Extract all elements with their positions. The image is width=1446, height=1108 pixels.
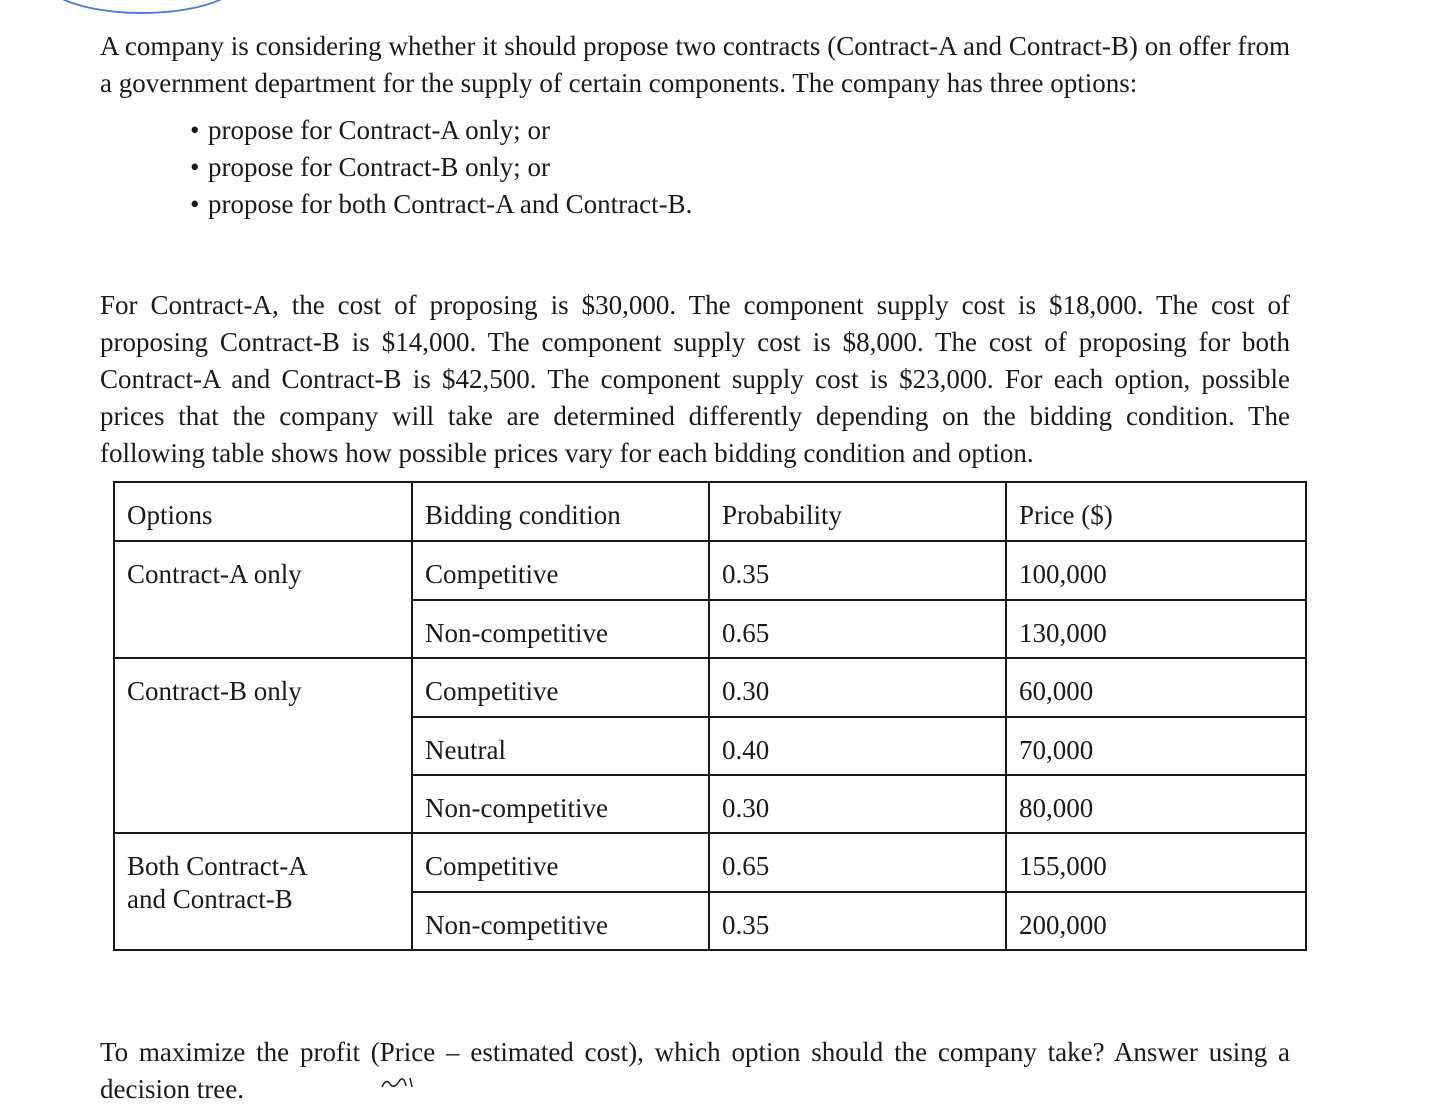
condition-cell: Non-competitive xyxy=(412,892,709,950)
table-header-row xyxy=(114,482,1306,541)
probability-cell: 0.40 xyxy=(709,717,1006,775)
bullet-item: • propose for both Contract-A and Contract-B. xyxy=(190,186,692,223)
header-options: Options xyxy=(114,482,412,541)
condition-cell: Non-competitive xyxy=(412,775,709,833)
condition-cell: Competitive xyxy=(412,833,709,892)
price-cell: 130,000 xyxy=(1006,600,1306,658)
question-paragraph: To maximize the profit (Price – estimated cost), which option should the company take? Answer using a decision tree. xyxy=(100,1037,1290,1104)
probability-cell: 0.35 xyxy=(709,541,1006,600)
header-price: Price ($) xyxy=(1006,482,1306,541)
condition-cell: Non-competitive xyxy=(412,600,709,658)
probability-cell: 0.65 xyxy=(709,600,1006,658)
option-cell-line: Both Contract-A xyxy=(127,851,308,881)
price-cell: 155,000 xyxy=(1006,833,1306,892)
probability-cell: 0.30 xyxy=(709,775,1006,833)
option-cell xyxy=(114,833,412,950)
table-row xyxy=(114,541,1306,600)
price-cell: 60,000 xyxy=(1006,658,1306,717)
option-cell-line: and Contract-B xyxy=(127,884,293,914)
header-probability: Probability xyxy=(709,482,1006,541)
condition-cell: Neutral xyxy=(412,717,709,775)
option-cell: Contract-B only xyxy=(114,658,412,833)
header-bidding-condition: Bidding condition xyxy=(412,482,709,541)
bullet-item: • propose for Contract-B only; or xyxy=(190,149,692,186)
options-bullet-list xyxy=(190,112,692,223)
bullet-item: • propose for Contract-A only; or xyxy=(190,112,692,149)
price-cell: 100,000 xyxy=(1006,541,1306,600)
handwritten-circle-annotation xyxy=(40,0,244,14)
price-cell: 70,000 xyxy=(1006,717,1306,775)
costs-paragraph: For Contract-A, the cost of proposing is $30,000. The component supply cost is $18,000. The cost of proposing Contract-B is $14,000. The component supply cost is $8,000. The cost of proposing for both Contract-A and Contract-B is $42,500. The component supply cost is $23,000. For each option, possible prices that the company will take are determined differently depending on the bidding condition. The following table shows how possible prices vary for each bidding condition and option. xyxy=(100,290,1290,468)
option-cell: Contract-A only xyxy=(114,541,412,658)
table-row xyxy=(114,658,1306,717)
probability-cell: 0.35 xyxy=(709,892,1006,950)
probability-cell: 0.65 xyxy=(709,833,1006,892)
table-row xyxy=(114,833,1306,892)
price-table xyxy=(113,481,1307,951)
condition-cell: Competitive xyxy=(412,658,709,717)
price-cell: 80,000 xyxy=(1006,775,1306,833)
intro-paragraph: A company is considering whether it should propose two contracts (Contract-A and Contract-B) on offer from a government department for the supply of certain components. The company has three options: xyxy=(100,31,1290,98)
handwritten-squiggle-mark xyxy=(380,1074,420,1088)
condition-cell: Competitive xyxy=(412,541,709,600)
price-cell: 200,000 xyxy=(1006,892,1306,950)
probability-cell: 0.30 xyxy=(709,658,1006,717)
